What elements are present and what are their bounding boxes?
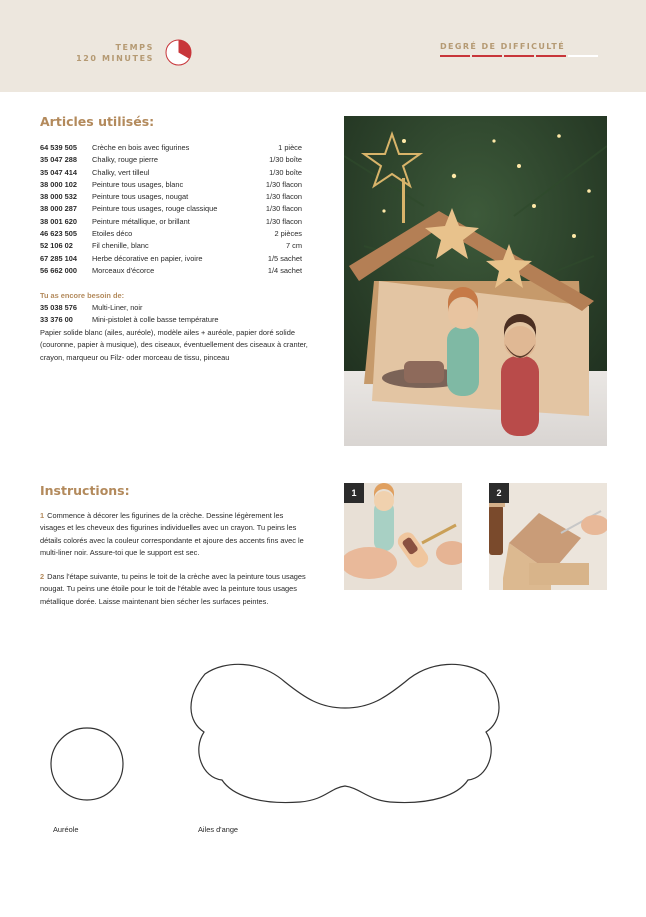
extra-free-text: Papier solide blanc (ailes, auréole), modèle ailes + auréole, papier doré solide (couronne, papier à musique), des ciseaux, éventuellement des ciseaux à cranter, crayon, marqueur ou Filz- oder morceau de tissu, pinceau [40, 328, 308, 362]
article-name: Etoiles déco [92, 229, 133, 239]
article-qty: 1 pièce [278, 143, 302, 152]
article-name: Peinture tous usages, blanc [92, 179, 184, 189]
article-name: Peinture tous usages, nougat [92, 192, 189, 202]
article-name: Crèche en bois avec figurines [92, 143, 190, 152]
step-badge-1: 1 [344, 483, 364, 503]
step-number: 1 [40, 511, 45, 520]
wings-template [191, 664, 499, 802]
extra-name: Multi-Liner, noir [92, 303, 143, 312]
article-qty: 1/30 flacon [265, 192, 302, 202]
nativity-scene-photo [344, 116, 607, 446]
difficulty-segment [472, 55, 502, 57]
article-name: Herbe décorative en papier, ivoire [92, 253, 203, 263]
article-qty: 1/30 flacon [265, 216, 302, 226]
article-qty: 7 cm [285, 241, 302, 251]
article-qty: 1/4 sachet [267, 265, 302, 275]
difficulty-meter [440, 55, 598, 57]
article-code: 64 539 505 [40, 143, 77, 152]
difficulty-segment [504, 55, 534, 57]
article-code: 46 623 505 [40, 229, 77, 239]
step-text: Dans l'étape suivante, tu peins le toit de la crèche avec la peinture tous usages nougat. Tu peins une étoile pour le toit de l'étable avec la peinture tous usages métallique dorée. Laisse maintenant bien sécher les surfaces peintes. [40, 572, 306, 606]
extra-row [40, 314, 302, 326]
page-header [0, 0, 646, 92]
article-name: Morceaux d'écorce [92, 265, 155, 275]
extra-code: 35 038 576 [40, 303, 77, 312]
instruction-step-1 [40, 510, 308, 560]
instructions-title: Instructions: [40, 483, 130, 498]
articles-list [40, 142, 302, 277]
clock-pie-icon [165, 39, 192, 66]
article-code: 52 106 02 [40, 241, 73, 251]
article-code: 38 000 102 [40, 179, 77, 189]
step-2-photo [489, 483, 607, 590]
article-name: Chalky, rouge pierre [92, 155, 158, 165]
article-row [40, 265, 302, 277]
article-qty: 1/30 flacon [265, 179, 302, 189]
article-row [40, 240, 302, 252]
template-shapes [0, 650, 646, 850]
wings-label: Ailes d'ange [198, 825, 239, 834]
time-title: TEMPS [115, 43, 154, 52]
difficulty-segment [536, 55, 566, 57]
difficulty-segment [568, 55, 598, 57]
extra-list [40, 302, 302, 327]
article-code: 56 662 000 [40, 265, 77, 275]
difficulty-title: DEGRÉ DE DIFFICULTÉ [440, 42, 566, 51]
article-row [40, 253, 302, 265]
article-code: 35 047 288 [40, 155, 77, 165]
extra-row [40, 302, 302, 314]
halo-template [51, 728, 123, 800]
article-row [40, 142, 302, 154]
difficulty-segment [440, 55, 470, 57]
article-row [40, 191, 302, 203]
article-code: 38 000 532 [40, 192, 77, 202]
article-row [40, 203, 302, 215]
step-1-photo [344, 483, 462, 590]
article-name: Chalky, vert tilleul [92, 167, 150, 177]
halo-label: Auréole [53, 825, 79, 834]
extra-code: 33 376 00 [40, 315, 73, 325]
time-info [76, 42, 154, 64]
article-row [40, 216, 302, 228]
article-row [40, 228, 302, 240]
article-qty: 1/30 boîte [269, 167, 302, 177]
extra-title: Tu as encore besoin de: [40, 291, 125, 300]
article-code: 38 001 620 [40, 216, 77, 226]
article-code: 67 285 104 [40, 253, 77, 263]
step-badge-2: 2 [489, 483, 509, 503]
article-code: 35 047 414 [40, 167, 77, 177]
article-row [40, 179, 302, 191]
article-name: Peinture tous usages, rouge classique [92, 204, 218, 214]
article-code: 38 000 287 [40, 204, 77, 214]
article-qty: 1/5 sachet [267, 253, 302, 263]
step-number: 2 [40, 572, 45, 581]
article-qty: 2 pièces [274, 229, 302, 239]
article-qty: 1/30 flacon [265, 204, 302, 214]
article-name: Peinture métallique, or brillant [92, 216, 190, 226]
article-row [40, 154, 302, 166]
instruction-step-2 [40, 571, 308, 608]
step-text: Commence à décorer les figurines de la crèche. Dessine légèrement les visages et les cheveux des figurines individuelles avec un crayon. Tu peins les détails colorés avec la couleur correspondante et ajoure des accents fins avec le multi-liner noir. Assure-toi que le support est sec. [40, 511, 304, 558]
time-value: 120 MINUTES [76, 54, 154, 63]
articles-title: Articles utilisés: [40, 114, 155, 129]
extra-name: Mini-pistolet à colle basse température [92, 315, 219, 325]
article-row [40, 167, 302, 179]
article-name: Fil chenille, blanc [92, 241, 149, 251]
article-qty: 1/30 boîte [269, 155, 302, 165]
